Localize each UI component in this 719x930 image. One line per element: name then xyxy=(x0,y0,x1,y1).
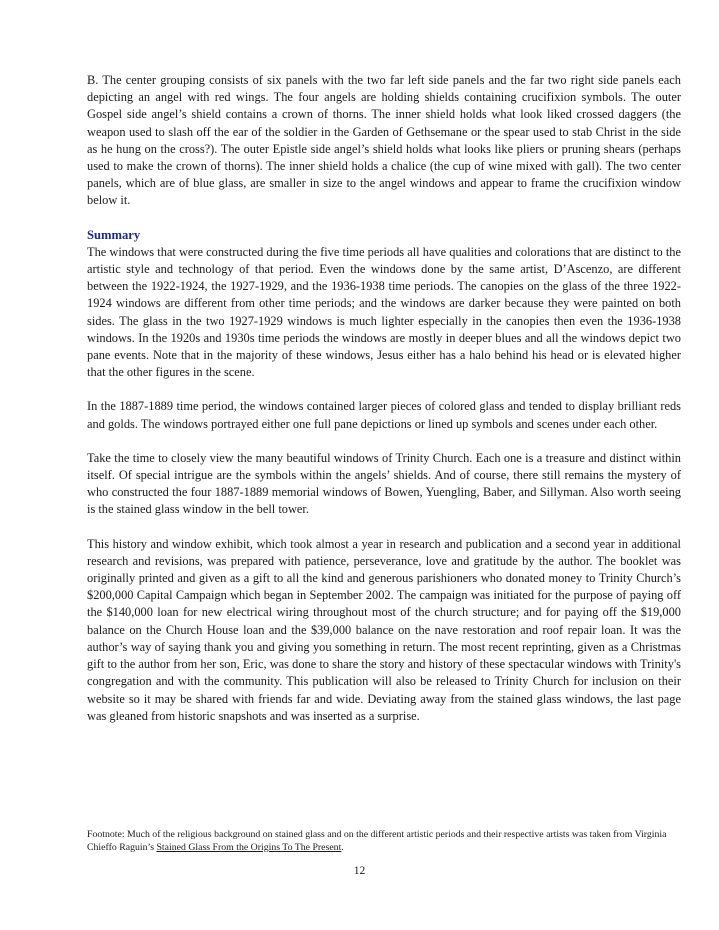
footnote-text: Footnote: Much of the religious background on stained glass and on the different artistic periods and their respective artists was taken from Virginia Chieffo Raguin’s xyxy=(87,829,667,853)
page-body xyxy=(87,72,681,725)
summary-heading: Summary xyxy=(87,227,141,242)
footnote-book-title: Stained Glass From the Origins To The Present xyxy=(156,842,342,853)
paragraph-summary: The windows that were constructed during the five time periods all have qualities and colorations that are distinct to the artistic style and technology of that period. Even the windows done by the same artist, D’Ascenzo, are different between the 1922-1924, the 1927-1929, and the 1936-1938 time periods. The canopies on the glass of the three 1922-1924 windows are different from other time periods; and the windows are darker because they were painted on both sides. The glass in the two 1927-1929 windows is much lighter especially in the canopies then even the 1936-1938 windows. In the 1920s and 1930s time periods the windows are mostly in deeper blues and all the windows depict two pane events. Note that in the majority of these windows, Jesus either has a halo behind his head or is elevated higher that the other figures in the scene. xyxy=(87,244,681,380)
footnote xyxy=(87,828,681,854)
paragraph-take-time: Take the time to closely view the many beautiful windows of Trinity Church. Each one is a treasure and distinct within itself. Of special intrigue are the symbols within the angels’ shields. And of course, there still remains the mystery of who constructed the four 1887-1889 memorial windows of Bowen, Yuengling, Baber, and Sillyman. Also worth seeing is the stained glass window in the bell tower. xyxy=(87,450,681,517)
paragraph-1887-period: In the 1887-1889 time period, the windows contained larger pieces of colored glass and tended to display brilliant reds and golds. The windows portrayed either one full pane depictions or lined up symbols and scenes under each other. xyxy=(87,399,681,431)
paragraph-history: This history and window exhibit, which took almost a year in research and publication and a second year in additional research and revisions, was prepared with patience, perseverance, love and gratitude by the author. The booklet was originally printed and given as a gift to all the kind and generous parishioners who donated money to Trinity Church’s $200,000 Capital Campaign which began in September 2002. The campaign was initiated for the purpose of paying off the $140,000 loan for new electrical wiring throughout most of the church structure; and for paying off the $19,000 balance on the Church House loan and the $39,000 balance on the nave restoration and roof repair loan. It was the author’s way of saying thank you and giving you something in return. The most recent reprinting, given as a Christmas gift to the author from her son, Eric, was done to share the story and history of these spectacular windows with Trinity's congregation and with the community. This publication will also be released to Trinity Church for inclusion on their website so it may be shared with friends far and wide. Deviating away from the stained glass windows, the last page was gleaned from historic snapshots and was inserted as a surprise. xyxy=(87,536,681,723)
paragraph-center-grouping: B. The center grouping consists of six panels with the two far left side panels and the far two right side panels each depicting an angel with red wings. The four angels are holding shields containing crucifixion symbols. The outer Gospel side angel’s shield contains a crown of thorns. The inner shield holds what look liked crossed daggers (the weapon used to slash off the ear of the soldier in the Garden of Gethsemane or the spear used to stab Christ in the side as he hung on the cross?). The outer Epistle side angel’s shield holds what looks like pliers or pruning shears (perhaps used to make the crown of thorns). The inner shield holds a chalice (the cup of wine mixed with gall). The two center panels, which are of blue glass, are smaller in size to the angel windows and appear to frame the crucifixion window below it. xyxy=(87,73,681,208)
footnote-end: . xyxy=(341,842,344,853)
page-number: 12 xyxy=(353,865,366,877)
